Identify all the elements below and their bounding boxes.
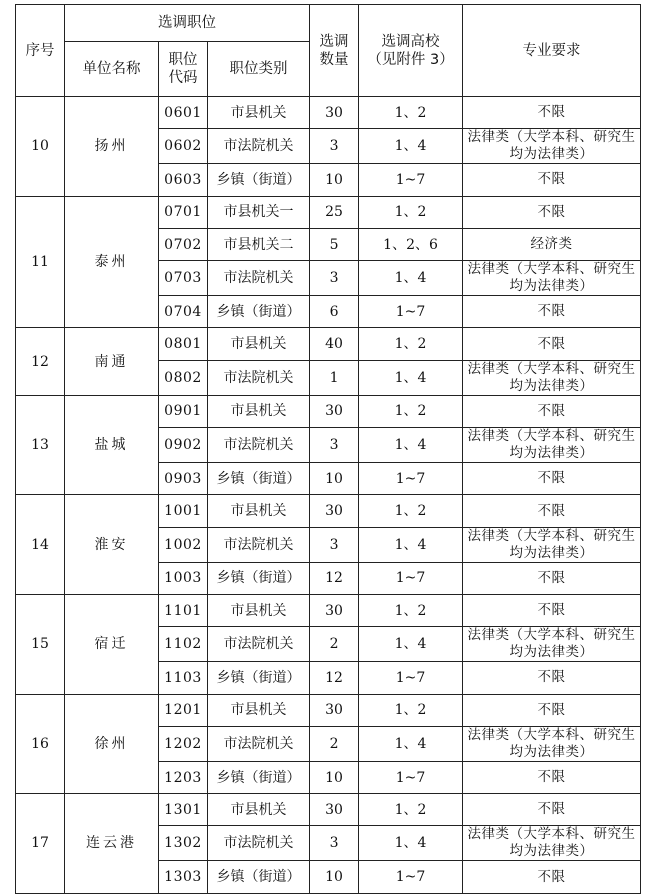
row-position-code: 0602 — [159, 129, 208, 164]
header-code-line1: 职位 — [168, 52, 198, 68]
row-count: 3 — [310, 261, 359, 296]
row-major: 不限 — [463, 463, 641, 495]
header-code-line2: 代码 — [168, 70, 198, 86]
row-count: 30 — [310, 495, 359, 527]
row-seq: 11 — [16, 196, 65, 328]
table-row — [16, 794, 641, 826]
row-count: 2 — [310, 726, 359, 761]
row-position-code: 0901 — [159, 395, 208, 427]
row-seq: 17 — [16, 794, 65, 894]
row-position-category: 乡镇（街道） — [208, 562, 310, 594]
row-major: 不限 — [463, 97, 641, 129]
row-major: 不限 — [463, 594, 641, 626]
header-count — [310, 5, 359, 97]
row-schools: 1~7 — [359, 662, 463, 694]
table-row — [16, 694, 641, 726]
row-position-code: 1001 — [159, 495, 208, 527]
header-seq: 序号 — [16, 5, 65, 97]
row-position-code: 0802 — [159, 360, 208, 395]
row-schools: 1、2、6 — [359, 228, 463, 260]
row-major: 法律类（大学本科、研究生均为法律类） — [463, 726, 641, 761]
row-position-category: 市法院机关 — [208, 826, 310, 861]
table-row — [16, 495, 641, 527]
row-count: 6 — [310, 296, 359, 328]
row-schools: 1~7 — [359, 761, 463, 793]
row-position-code: 1303 — [159, 861, 208, 893]
table-row — [16, 97, 641, 129]
row-schools: 1、4 — [359, 726, 463, 761]
row-position-category: 市法院机关 — [208, 129, 310, 164]
row-position-category: 市县机关 — [208, 97, 310, 129]
row-schools: 1、4 — [359, 826, 463, 861]
row-position-code: 0701 — [159, 196, 208, 228]
row-major: 不限 — [463, 296, 641, 328]
table-row — [16, 328, 641, 360]
row-schools: 1、2 — [359, 694, 463, 726]
header-schools-line1: 选调高校 — [381, 33, 440, 50]
row-major: 不限 — [463, 196, 641, 228]
row-position-code: 0903 — [159, 463, 208, 495]
row-position-category: 乡镇（街道） — [208, 463, 310, 495]
row-count: 30 — [310, 395, 359, 427]
row-count: 5 — [310, 228, 359, 260]
row-position-category: 市县机关 — [208, 694, 310, 726]
row-major: 法律类（大学本科、研究生均为法律类） — [463, 627, 641, 662]
row-position-code: 1302 — [159, 826, 208, 861]
row-count: 10 — [310, 761, 359, 793]
row-seq: 12 — [16, 328, 65, 395]
row-position-category: 市法院机关 — [208, 527, 310, 562]
row-position-code: 1103 — [159, 662, 208, 694]
row-schools: 1、2 — [359, 794, 463, 826]
row-seq: 13 — [16, 395, 65, 495]
row-schools: 1、4 — [359, 627, 463, 662]
row-count: 3 — [310, 826, 359, 861]
row-position-category: 市法院机关 — [208, 428, 310, 463]
row-major: 法律类（大学本科、研究生均为法律类） — [463, 261, 641, 296]
header-category: 职位类别 — [208, 42, 310, 97]
row-schools: 1~7 — [359, 562, 463, 594]
row-count: 3 — [310, 129, 359, 164]
row-major: 不限 — [463, 662, 641, 694]
row-unit-name: 徐州 — [65, 694, 159, 794]
row-schools: 1~7 — [359, 296, 463, 328]
row-major: 不限 — [463, 694, 641, 726]
row-position-category: 市法院机关 — [208, 627, 310, 662]
row-major: 不限 — [463, 562, 641, 594]
row-count: 10 — [310, 463, 359, 495]
row-position-category: 乡镇（街道） — [208, 761, 310, 793]
row-count: 10 — [310, 861, 359, 893]
table-row — [16, 395, 641, 427]
table-row — [16, 594, 641, 626]
row-position-code: 1002 — [159, 527, 208, 562]
row-position-code: 0902 — [159, 428, 208, 463]
table-row — [16, 196, 641, 228]
header-schools — [359, 5, 463, 97]
row-position-code: 1003 — [159, 562, 208, 594]
row-seq: 15 — [16, 594, 65, 694]
row-major: 不限 — [463, 395, 641, 427]
row-schools: 1、4 — [359, 261, 463, 296]
row-count: 1 — [310, 360, 359, 395]
row-position-code: 0801 — [159, 328, 208, 360]
header-code — [159, 42, 208, 97]
row-position-category: 乡镇（街道） — [208, 861, 310, 893]
row-position-category: 市县机关 — [208, 594, 310, 626]
row-position-category: 市法院机关 — [208, 726, 310, 761]
row-count: 30 — [310, 794, 359, 826]
row-count: 30 — [310, 97, 359, 129]
row-major: 不限 — [463, 495, 641, 527]
header-major: 专业要求 — [463, 5, 641, 97]
row-count: 40 — [310, 328, 359, 360]
row-schools: 1、4 — [359, 129, 463, 164]
row-major: 法律类（大学本科、研究生均为法律类） — [463, 428, 641, 463]
row-count: 2 — [310, 627, 359, 662]
row-unit-name: 淮安 — [65, 495, 159, 595]
row-major: 不限 — [463, 861, 641, 893]
row-position-code: 0603 — [159, 164, 208, 196]
row-schools: 1、4 — [359, 527, 463, 562]
row-major: 不限 — [463, 761, 641, 793]
row-position-code: 0601 — [159, 97, 208, 129]
header-unit-name: 单位名称 — [65, 42, 159, 97]
row-schools: 1、2 — [359, 395, 463, 427]
row-major: 经济类 — [463, 228, 641, 260]
row-unit-name: 盐城 — [65, 395, 159, 495]
row-major: 法律类（大学本科、研究生均为法律类） — [463, 826, 641, 861]
row-count: 30 — [310, 594, 359, 626]
row-major: 不限 — [463, 794, 641, 826]
header-position-group: 选调职位 — [65, 5, 310, 42]
row-count: 3 — [310, 527, 359, 562]
row-position-code: 1201 — [159, 694, 208, 726]
row-count: 3 — [310, 428, 359, 463]
row-position-code: 0704 — [159, 296, 208, 328]
row-position-code: 0702 — [159, 228, 208, 260]
row-position-category: 乡镇（街道） — [208, 296, 310, 328]
row-unit-name: 宿迁 — [65, 594, 159, 694]
row-schools: 1、2 — [359, 196, 463, 228]
row-major: 法律类（大学本科、研究生均为法律类） — [463, 360, 641, 395]
row-position-code: 1101 — [159, 594, 208, 626]
row-position-category: 市县机关 — [208, 794, 310, 826]
row-count: 12 — [310, 562, 359, 594]
recruitment-positions-table — [15, 4, 641, 894]
header-count-line1: 选调 — [319, 33, 349, 50]
row-major: 法律类（大学本科、研究生均为法律类） — [463, 527, 641, 562]
row-unit-name: 南通 — [65, 328, 159, 395]
row-major: 不限 — [463, 164, 641, 196]
row-schools: 1、4 — [359, 360, 463, 395]
row-position-category: 乡镇（街道） — [208, 164, 310, 196]
row-count: 25 — [310, 196, 359, 228]
row-schools: 1、2 — [359, 495, 463, 527]
row-schools: 1、4 — [359, 428, 463, 463]
row-position-category: 市法院机关 — [208, 261, 310, 296]
row-position-code: 0703 — [159, 261, 208, 296]
row-position-category: 市县机关一 — [208, 196, 310, 228]
row-seq: 16 — [16, 694, 65, 794]
row-position-code: 1203 — [159, 761, 208, 793]
row-position-code: 1202 — [159, 726, 208, 761]
row-seq: 14 — [16, 495, 65, 595]
row-position-category: 市县机关 — [208, 395, 310, 427]
row-seq: 10 — [16, 97, 65, 197]
row-schools: 1~7 — [359, 164, 463, 196]
row-schools: 1~7 — [359, 861, 463, 893]
row-unit-name: 扬州 — [65, 97, 159, 197]
row-major: 法律类（大学本科、研究生均为法律类） — [463, 129, 641, 164]
header-schools-line2: （见附件 3） — [367, 51, 454, 68]
row-position-category: 市县机关二 — [208, 228, 310, 260]
row-schools: 1、2 — [359, 594, 463, 626]
row-schools: 1~7 — [359, 463, 463, 495]
row-position-category: 市法院机关 — [208, 360, 310, 395]
header-count-line2: 数量 — [319, 51, 349, 68]
row-unit-name: 泰州 — [65, 196, 159, 328]
row-count: 12 — [310, 662, 359, 694]
row-unit-name: 连云港 — [65, 794, 159, 894]
row-position-category: 市县机关 — [208, 495, 310, 527]
row-position-code: 1102 — [159, 627, 208, 662]
row-schools: 1、2 — [359, 328, 463, 360]
row-major: 不限 — [463, 328, 641, 360]
row-count: 30 — [310, 694, 359, 726]
row-schools: 1、2 — [359, 97, 463, 129]
table-body — [16, 97, 641, 894]
row-count: 10 — [310, 164, 359, 196]
row-position-category: 乡镇（街道） — [208, 662, 310, 694]
row-position-code: 1301 — [159, 794, 208, 826]
row-position-category: 市县机关 — [208, 328, 310, 360]
